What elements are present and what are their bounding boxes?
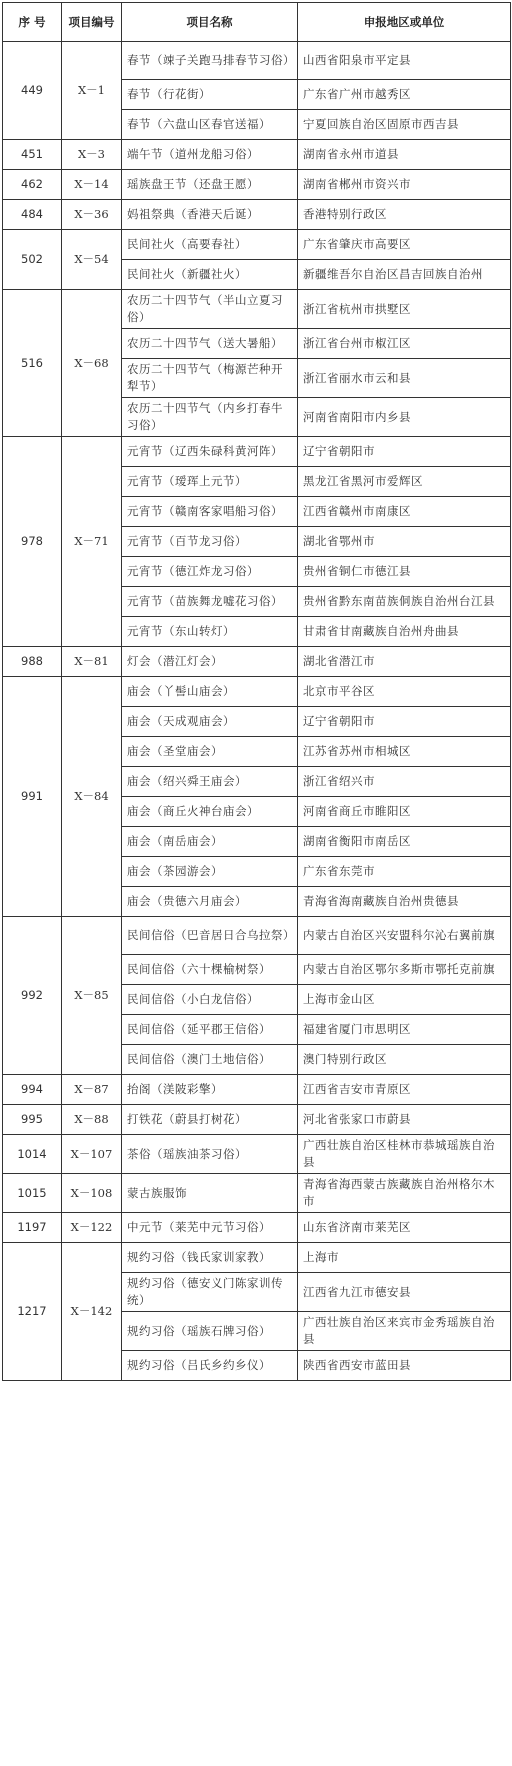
- header-seq: 序 号: [3, 3, 62, 42]
- cell-region: 山东省济南市莱芜区: [298, 1213, 511, 1243]
- cell-name: 元宵节（德江炸龙习俗）: [122, 557, 298, 587]
- cell-region: 河北省张家口市蔚县: [298, 1105, 511, 1135]
- cell-code: Ⅹ－122: [62, 1213, 122, 1243]
- cell-name: 元宵节（瑷珲上元节）: [122, 467, 298, 497]
- cell-code: Ⅹ－68: [62, 290, 122, 437]
- cell-name: 春节（竦子关跑马排春节习俗）: [122, 42, 298, 80]
- cell-region: 辽宁省朝阳市: [298, 437, 511, 467]
- cell-name: 农历二十四节气（送大暑船）: [122, 329, 298, 359]
- cell-region: 上海市金山区: [298, 985, 511, 1015]
- cell-name: 元宵节（东山转灯）: [122, 617, 298, 647]
- cell-name: 中元节（莱芜中元节习俗）: [122, 1213, 298, 1243]
- cell-region: 贵州省铜仁市德江县: [298, 557, 511, 587]
- cell-name: 春节（六盘山区春官送福）: [122, 110, 298, 140]
- table-row: [3, 42, 511, 80]
- table-row: [3, 230, 511, 260]
- cell-region: 浙江省杭州市拱墅区: [298, 290, 511, 329]
- cell-seq: 991: [3, 677, 62, 917]
- cell-region: 江西省九江市德安县: [298, 1273, 511, 1312]
- cell-code: Ⅹ－107: [62, 1135, 122, 1174]
- cell-region: 辽宁省朝阳市: [298, 707, 511, 737]
- cell-name: 农历二十四节气（内乡打春牛习俗）: [122, 398, 298, 437]
- cell-region: 河南省南阳市内乡县: [298, 398, 511, 437]
- table-header-row: [3, 3, 511, 42]
- cell-region: 新疆维吾尔自治区昌吉回族自治州: [298, 260, 511, 290]
- header-region: 申报地区或单位: [298, 3, 511, 42]
- table-row: [3, 917, 511, 955]
- cell-region: 湖北省鄂州市: [298, 527, 511, 557]
- cell-name: 庙会（丫髻山庙会）: [122, 677, 298, 707]
- cell-seq: 484: [3, 200, 62, 230]
- cell-region: 陕西省西安市蓝田县: [298, 1351, 511, 1381]
- cell-seq: 1015: [3, 1174, 62, 1213]
- cell-seq: 992: [3, 917, 62, 1075]
- cell-region: 甘肃省甘南藏族自治州舟曲县: [298, 617, 511, 647]
- cell-code: Ⅹ－14: [62, 170, 122, 200]
- cell-code: Ⅹ－108: [62, 1174, 122, 1213]
- cell-region: 内蒙古自治区兴安盟科尔沁右翼前旗: [298, 917, 511, 955]
- cell-region: 浙江省绍兴市: [298, 767, 511, 797]
- cell-seq: 451: [3, 140, 62, 170]
- cell-name: 民间社火（新疆社火）: [122, 260, 298, 290]
- cell-name: 端午节（道州龙船习俗）: [122, 140, 298, 170]
- cell-name: 庙会（贵德六月庙会）: [122, 887, 298, 917]
- cell-name: 规约习俗（德安义门陈家训传统）: [122, 1273, 298, 1312]
- cell-name: 农历二十四节气（半山立夏习俗）: [122, 290, 298, 329]
- cell-seq: 1014: [3, 1135, 62, 1174]
- cell-name: 庙会（茶园游会）: [122, 857, 298, 887]
- table-row: [3, 200, 511, 230]
- table-row: [3, 437, 511, 467]
- cell-region: 北京市平谷区: [298, 677, 511, 707]
- table-row: [3, 140, 511, 170]
- cell-name: 民间社火（高要春社）: [122, 230, 298, 260]
- header-name: 项目名称: [122, 3, 298, 42]
- table-row: [3, 1075, 511, 1105]
- cell-code: Ⅹ－84: [62, 677, 122, 917]
- cell-name: 打铁花（蔚县打树花）: [122, 1105, 298, 1135]
- cell-name: 蒙古族服饰: [122, 1174, 298, 1213]
- cell-region: 浙江省台州市椒江区: [298, 329, 511, 359]
- table-row: [3, 647, 511, 677]
- cell-region: 青海省海南藏族自治州贵德县: [298, 887, 511, 917]
- cell-code: Ⅹ－1: [62, 42, 122, 140]
- cell-name: 庙会（圣堂庙会）: [122, 737, 298, 767]
- cell-region: 广西壮族自治区桂林市恭城瑶族自治县: [298, 1135, 511, 1174]
- cell-seq: 988: [3, 647, 62, 677]
- cell-name: 庙会（南岳庙会）: [122, 827, 298, 857]
- cell-region: 青海省海西蒙古族藏族自治州格尔木市: [298, 1174, 511, 1213]
- cell-code: Ⅹ－71: [62, 437, 122, 647]
- cell-region: 浙江省丽水市云和县: [298, 359, 511, 398]
- cell-region: 湖北省潜江市: [298, 647, 511, 677]
- cell-seq: 502: [3, 230, 62, 290]
- cell-seq: 1197: [3, 1213, 62, 1243]
- cell-name: 庙会（绍兴舜王庙会）: [122, 767, 298, 797]
- cell-name: 元宵节（百节龙习俗）: [122, 527, 298, 557]
- cell-name: 庙会（天成观庙会）: [122, 707, 298, 737]
- cell-region: 福建省厦门市思明区: [298, 1015, 511, 1045]
- header-code: 项目编号: [62, 3, 122, 42]
- cell-seq: 978: [3, 437, 62, 647]
- cell-region: 上海市: [298, 1243, 511, 1273]
- cell-seq: 516: [3, 290, 62, 437]
- cell-name: 规约习俗（钱氏家训家教）: [122, 1243, 298, 1273]
- table-row: [3, 1105, 511, 1135]
- cell-seq: 995: [3, 1105, 62, 1135]
- cell-name: 元宵节（辽西朱碌科黄河阵）: [122, 437, 298, 467]
- cell-code: Ⅹ－54: [62, 230, 122, 290]
- cell-name: 规约习俗（瑶族石牌习俗）: [122, 1312, 298, 1351]
- cell-region: 山西省阳泉市平定县: [298, 42, 511, 80]
- cell-region: 香港特别行政区: [298, 200, 511, 230]
- cell-seq: 462: [3, 170, 62, 200]
- cell-region: 广东省肇庆市高要区: [298, 230, 511, 260]
- cell-name: 规约习俗（吕氏乡约乡仪）: [122, 1351, 298, 1381]
- table-row: [3, 170, 511, 200]
- cell-name: 农历二十四节气（梅源芒种开犁节）: [122, 359, 298, 398]
- cell-region: 江西省赣州市南康区: [298, 497, 511, 527]
- cell-code: Ⅹ－81: [62, 647, 122, 677]
- table-row: [3, 1174, 511, 1213]
- cell-region: 澳门特别行政区: [298, 1045, 511, 1075]
- cell-name: 元宵节（赣南客家唱船习俗）: [122, 497, 298, 527]
- cell-region: 江苏省苏州市相城区: [298, 737, 511, 767]
- cell-region: 湖南省永州市道县: [298, 140, 511, 170]
- table-row: [3, 677, 511, 707]
- heritage-items-table: [2, 2, 511, 1381]
- cell-seq: 1217: [3, 1243, 62, 1381]
- cell-name: 民间信俗（澳门土地信俗）: [122, 1045, 298, 1075]
- cell-seq: 994: [3, 1075, 62, 1105]
- cell-name: 庙会（商丘火神台庙会）: [122, 797, 298, 827]
- cell-name: 妈祖祭典（香港天后诞）: [122, 200, 298, 230]
- cell-region: 广东省广州市越秀区: [298, 80, 511, 110]
- cell-region: 江西省吉安市青原区: [298, 1075, 511, 1105]
- cell-region: 内蒙古自治区鄂尔多斯市鄂托克前旗: [298, 955, 511, 985]
- cell-code: Ⅹ－3: [62, 140, 122, 170]
- cell-name: 民间信俗（延平郡王信俗）: [122, 1015, 298, 1045]
- cell-name: 抬阁（渼陂彩擎）: [122, 1075, 298, 1105]
- cell-seq: 449: [3, 42, 62, 140]
- cell-region: 广东省东莞市: [298, 857, 511, 887]
- cell-name: 民间信俗（巴音居日合乌拉祭）: [122, 917, 298, 955]
- cell-name: 民间信俗（小白龙信俗）: [122, 985, 298, 1015]
- cell-region: 湖南省郴州市资兴市: [298, 170, 511, 200]
- cell-region: 河南省商丘市睢阳区: [298, 797, 511, 827]
- cell-name: 民间信俗（六十棵榆树祭）: [122, 955, 298, 985]
- cell-name: 春节（行花街）: [122, 80, 298, 110]
- table-body: [3, 42, 511, 1381]
- cell-region: 黑龙江省黑河市爱辉区: [298, 467, 511, 497]
- cell-code: Ⅹ－87: [62, 1075, 122, 1105]
- table-row: [3, 290, 511, 329]
- cell-code: Ⅹ－85: [62, 917, 122, 1075]
- cell-name: 灯会（潜江灯会）: [122, 647, 298, 677]
- cell-code: Ⅹ－142: [62, 1243, 122, 1381]
- cell-name: 元宵节（苗族舞龙嘘花习俗）: [122, 587, 298, 617]
- cell-code: Ⅹ－36: [62, 200, 122, 230]
- table-row: [3, 1213, 511, 1243]
- cell-region: 贵州省黔东南苗族侗族自治州台江县: [298, 587, 511, 617]
- cell-code: Ⅹ－88: [62, 1105, 122, 1135]
- cell-region: 湖南省衡阳市南岳区: [298, 827, 511, 857]
- cell-name: 茶俗（瑶族油茶习俗）: [122, 1135, 298, 1174]
- cell-name: 瑶族盘王节（还盘王愿）: [122, 170, 298, 200]
- table-row: [3, 1243, 511, 1273]
- table-row: [3, 1135, 511, 1174]
- cell-region: 广西壮族自治区来宾市金秀瑶族自治县: [298, 1312, 511, 1351]
- cell-region: 宁夏回族自治区固原市西吉县: [298, 110, 511, 140]
